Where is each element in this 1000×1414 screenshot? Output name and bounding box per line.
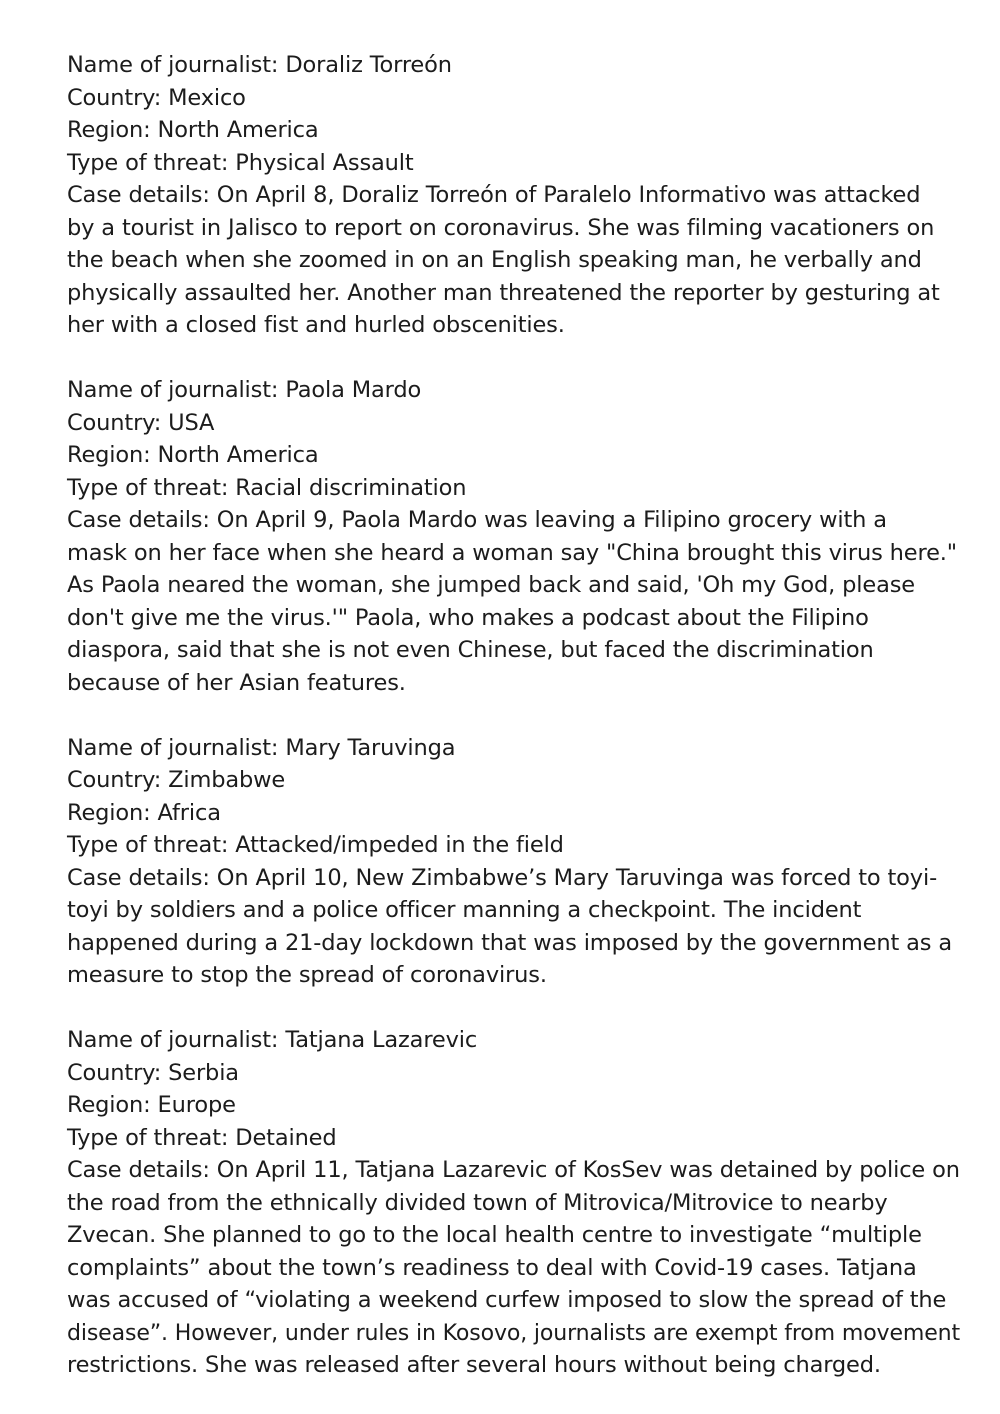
region: Region: Africa bbox=[67, 799, 221, 826]
country: Country: Serbia bbox=[67, 1059, 239, 1086]
journalist-name: Name of journalist: Paola Mardo bbox=[67, 377, 422, 403]
case-details-line: disease”. However, under rules in Kosovo, journalists are exempt from movement bbox=[67, 1319, 960, 1346]
case-details-line: the road from the ethnically divided town of Mitrovica/Mitrovice to nearby bbox=[67, 1189, 888, 1216]
region: Region: North America bbox=[67, 442, 319, 468]
journalist-name: Name of journalist: Tatjana Lazarevic bbox=[67, 1027, 478, 1053]
case-details bbox=[67, 179, 940, 342]
case-entry bbox=[67, 1024, 960, 1382]
case-entry bbox=[67, 374, 957, 699]
case-details-line: diaspora, said that she is not even Chinese, but faced the discrimination bbox=[67, 637, 874, 663]
country: Country: Zimbabwe bbox=[67, 767, 286, 793]
threat-type: Type of threat: Detained bbox=[67, 1124, 337, 1151]
case-entry bbox=[67, 732, 953, 992]
threat-type: Type of threat: Racial discrimination bbox=[67, 474, 467, 501]
case-entry bbox=[67, 49, 940, 342]
case-details-line: Case details: On April 10, New Zimbabwe’s Mary Taruvinga was forced to toyi- bbox=[67, 864, 938, 891]
case-details-line: her with a closed fist and hurled obscenities. bbox=[67, 312, 565, 338]
case-details bbox=[67, 504, 957, 699]
threat-type: Type of threat: Attacked/impeded in the field bbox=[67, 832, 564, 858]
case-details-line: measure to stop the spread of coronavirus. bbox=[67, 962, 547, 988]
region: Region: Europe bbox=[67, 1092, 236, 1118]
region: Region: North America bbox=[67, 117, 319, 143]
case-details-line: Case details: On April 9, Paola Mardo was leaving a Filipino grocery with a bbox=[67, 507, 887, 533]
case-details-line: the beach when she zoomed in on an English speaking man, he verbally and bbox=[67, 247, 922, 273]
case-details-line: by a tourist in Jalisco to report on coronavirus. She was filming vacationers on bbox=[67, 214, 935, 241]
journalist-name: Name of journalist: Mary Taruvinga bbox=[67, 734, 456, 761]
case-details-line: mask on her face when she heard a woman say "China brought this virus here." bbox=[67, 539, 957, 566]
case-details bbox=[67, 862, 953, 992]
journalist-name: Name of journalist: Doraliz Torreón bbox=[67, 52, 452, 78]
case-details-line: toyi by soldiers and a police officer manning a checkpoint. The incident bbox=[67, 897, 862, 923]
case-details bbox=[67, 1154, 960, 1382]
case-details-line: because of her Asian features. bbox=[67, 669, 406, 696]
case-details-line: As Paola neared the woman, she jumped back and said, 'Oh my God, please bbox=[67, 572, 915, 598]
case-details-line: was accused of “violating a weekend curfew imposed to slow the spread of the bbox=[67, 1287, 947, 1313]
case-details-line: physically assaulted her. Another man threatened the reporter by gesturing at bbox=[67, 279, 940, 306]
case-details-line: complaints” about the town’s readiness to deal with Covid-19 cases. Tatjana bbox=[67, 1254, 917, 1281]
case-details-line: Case details: On April 8, Doraliz Torreón of Paralelo Informativo was attacked bbox=[67, 182, 921, 208]
case-details-line: restrictions. She was released after several hours without being charged. bbox=[67, 1352, 881, 1378]
threat-type: Type of threat: Physical Assault bbox=[67, 149, 414, 176]
case-details-line: Zvecan. She planned to go to the local health centre to investigate “multiple bbox=[67, 1222, 922, 1248]
country: Country: Mexico bbox=[67, 84, 246, 111]
case-details-line: Case details: On April 11, Tatjana Lazarevic of KosSev was detained by police on bbox=[67, 1157, 960, 1183]
case-details-line: happened during a 21-day lockdown that was imposed by the government as a bbox=[67, 929, 953, 956]
case-details-line: don't give me the virus.'" Paola, who makes a podcast about the Filipino bbox=[67, 604, 869, 631]
country: Country: USA bbox=[67, 409, 215, 436]
